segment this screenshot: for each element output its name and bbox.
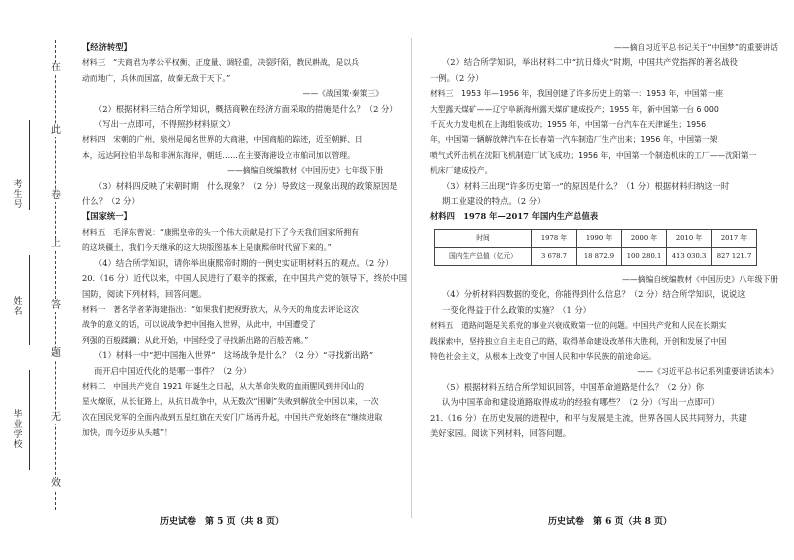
text-line: （1）材料一中“把中国拖入世界” 这场战争是什么？（2 分）“寻找新出路” [94,350,374,361]
table-cell: 413 030.3 [667,247,712,265]
student-info-field: 考生号 [13,180,23,210]
table-row [435,247,757,265]
text-line: 机床厂建成投产。 [430,166,493,176]
text-line: 本，远达阿拉伯半岛和非洲东海岸，朝廷……在主要海港设立市舶司加以管理。 [82,150,355,160]
text-line: 次在国民党军的全面内战到五星红旗在天安门广场再升起，中国共产党始终在“继续进取 [82,412,383,422]
text-line: 什么？（2 分） [82,196,140,207]
seal-word: 无 [51,412,61,423]
text-line: 大型露天煤矿——辽宁阜新海州露天煤矿建成投产；1955 年，新中国第一台 6 000 [430,104,719,114]
table-header-cell: 2010 年 [667,229,712,247]
text-line: 的这块疆土，我们今天继承的这大块版图基本上是康熙帝时代留下来的。” [82,243,332,253]
text-line: 期工业建设的特点。（2 分） [442,196,546,207]
student-info-field: 毕业学校 [13,410,23,450]
table-header-cell: 2017 年 [712,229,757,247]
table-header-cell: 1978 年 [532,229,577,247]
text-line: 战争的意义的话，可以说战争把中国拖入世界，从此中，中国遭受了 [82,320,316,330]
text-line: 年，中国第一辆解放牌汽车在长春第一汽车制造厂生产出来；1956 年，中国第一架 [430,135,718,145]
seal-word: 答 [51,300,61,311]
text-line: 一例。（2 分） [430,72,484,83]
text-line: 【国家统一】 [82,211,132,222]
binding-gutter [0,0,72,560]
gdp-table [434,229,757,266]
text-line: （2）结合所学知识，举出材料二中“抗日烽火”时期，中国共产党指挥的著名战役 [442,57,738,68]
table-row-label: 国内生产总值（亿元） [435,247,532,265]
text-line: 特色社会主义，从根本上改变了中国人民和中华民族的前途命运。 [430,351,657,361]
page-footer-left: 历史试卷 第 5 页（共 8 页） [160,517,285,527]
text-line: 千瓦火力发电机在上海组装成功；1955 年，中国第一台汽车在天津诞生；1956 [430,120,707,130]
table-header-cell: 1990 年 [577,229,622,247]
text-line: ——摘自习近平总书记关于“中国梦”的重要讲话 [613,43,778,52]
text-line: 材料五 道路问题是关系党的事业兴衰成败第一位的问题。中国共产党和人民在长期实 [430,321,727,331]
text-line: 材料一 著名学者茅海建指出：“如果我们把视野放大，从今天的角度去评论这次 [82,304,359,314]
text-line: 喷气式歼击机在沈阳飞机制造厂试飞成功；1956 年，中国第一个制造机床的工厂——沈阳第一 [430,150,757,160]
text-line: 一变化得益于什么政策的实施？（1 分） [442,304,591,315]
table-header-cell: 时间 [435,229,532,247]
text-line: ——摘编自统编教材《中国历史》八年级下册 [622,274,778,284]
text-line: 加快，而今迈步从头越”！ [82,428,172,438]
text-line: ——摘编自统编教材《中国历史》七年级下册 [227,166,383,176]
text-line: （5）根据材料五结合所学知识回答，中国革命道路是什么？（2 分）你 [442,381,705,392]
text-line: 而开启中国近代化的是哪一事件？（2 分） [94,365,252,376]
left-page [82,40,408,441]
table-cell: 827 121.7 [712,247,757,265]
text-line: （3）材料四反映了宋朝时期 什么现象？（2 分）导致这一现象出现的政策原因是 [94,180,398,191]
text-line: ——《战国策·秦策三》 [302,89,383,99]
text-line: 动而地广，兵休而国富，故秦无敌于天下。” [82,73,231,83]
text-line: 20.（16 分）近代以来，中国人民进行了艰辛的探索，在中国共产党的领导下，终於中国 [82,273,408,284]
text-line: （写出一点即可，不得照抄材料原文） [94,119,236,130]
field-underline [29,120,30,210]
text-line: 材料三 “夫商君为孝公平权衡、正度量、调轻重，决裂阡陌，教民耕战，是以兵 [82,58,359,68]
text-line: 星火燎原，从长征路上，从抗日战争中，从无数次“围剿”失败到解放全中国以来，一次 [82,397,379,407]
table-cell: 18 872.9 [577,247,622,265]
page-footer-right: 历史试卷 第 6 页（共 8 页） [548,517,673,527]
field-underline [29,255,30,345]
page-divider [411,38,412,518]
text-line: 材料四 宋朝的广州、泉州是闻名世界的大商港，中国商船的踪迹，近至朝鲜、日 [82,135,363,145]
text-line: 材料四 1978 年—2017 年国内生产总值表 [430,211,599,222]
seal-word: 效 [51,478,61,489]
table-header-row [435,229,757,247]
field-underline [29,370,30,470]
seal-word: 在 [51,62,61,73]
text-line: （2）根据材料三结合所学知识，概括商鞅在经济方面采取的措施是什么？（2 分） [94,103,398,114]
seal-line [55,40,56,510]
seal-word: 上 [51,238,61,249]
seal-word: 题 [51,348,61,359]
table-header-cell: 2000 年 [622,229,667,247]
text-line: ——《习近平总书记系列重要讲话读本》 [637,367,778,377]
right-page [430,40,782,441]
text-line: （3）材料三出现“许多历史第一”的原因是什么？（1 分）根据材料归纳这一时 [442,180,730,191]
text-line: （4）结合所学知识，请你举出康熙帝时期的一例史实证明材料五的观点。（2 分） [94,257,394,268]
seal-word: 卷 [51,190,61,201]
text-line: 材料二 中国共产党自 1921 年诞生之日起，从大革命失败的血雨腥风到井冈山的 [82,381,365,391]
text-line: 认为中国革命和建设道路取得成功的经验有哪些？（2 分）（写出一点即可） [442,397,720,408]
table-cell: 100 280.1 [622,247,667,265]
text-line: 材料三 1953 年—1956 年，我国创建了许多历史上的第一：1953 年，中国第一座 [430,89,724,99]
text-line: 【经济转型】 [82,42,132,52]
text-line: 列强的百般蹂躏；从此开始，中国经受了寻找新出路的百般苦痛。” [82,335,309,345]
table-cell: 3 678.7 [532,247,577,265]
text-line: 国防，阅读下列材料，回答问题。 [82,288,207,299]
text-line: 21.（16 分）在历史发展的进程中，和平与发展是主流，世界各国人民共同努力，共建 [430,412,747,423]
seal-word: 此 [51,125,61,136]
text-line: 材料五 毛泽东曾说：“康熙皇帝的头一个伟大贡献是打下了今天我们国家所拥有 [82,227,359,237]
text-line: 美好家园。阅读下列材料，回答问题。 [430,427,572,438]
text-line: 践探索中，坚持独立自主走自己的路，取得革命建设改革伟大胜利，开创和发展了中国 [430,336,727,346]
student-info-field: 姓名 [13,297,23,317]
text-line: （4）分析材料四数据的变化，你能得到什么信息？（2 分）结合所学知识，说说这 [442,289,746,300]
